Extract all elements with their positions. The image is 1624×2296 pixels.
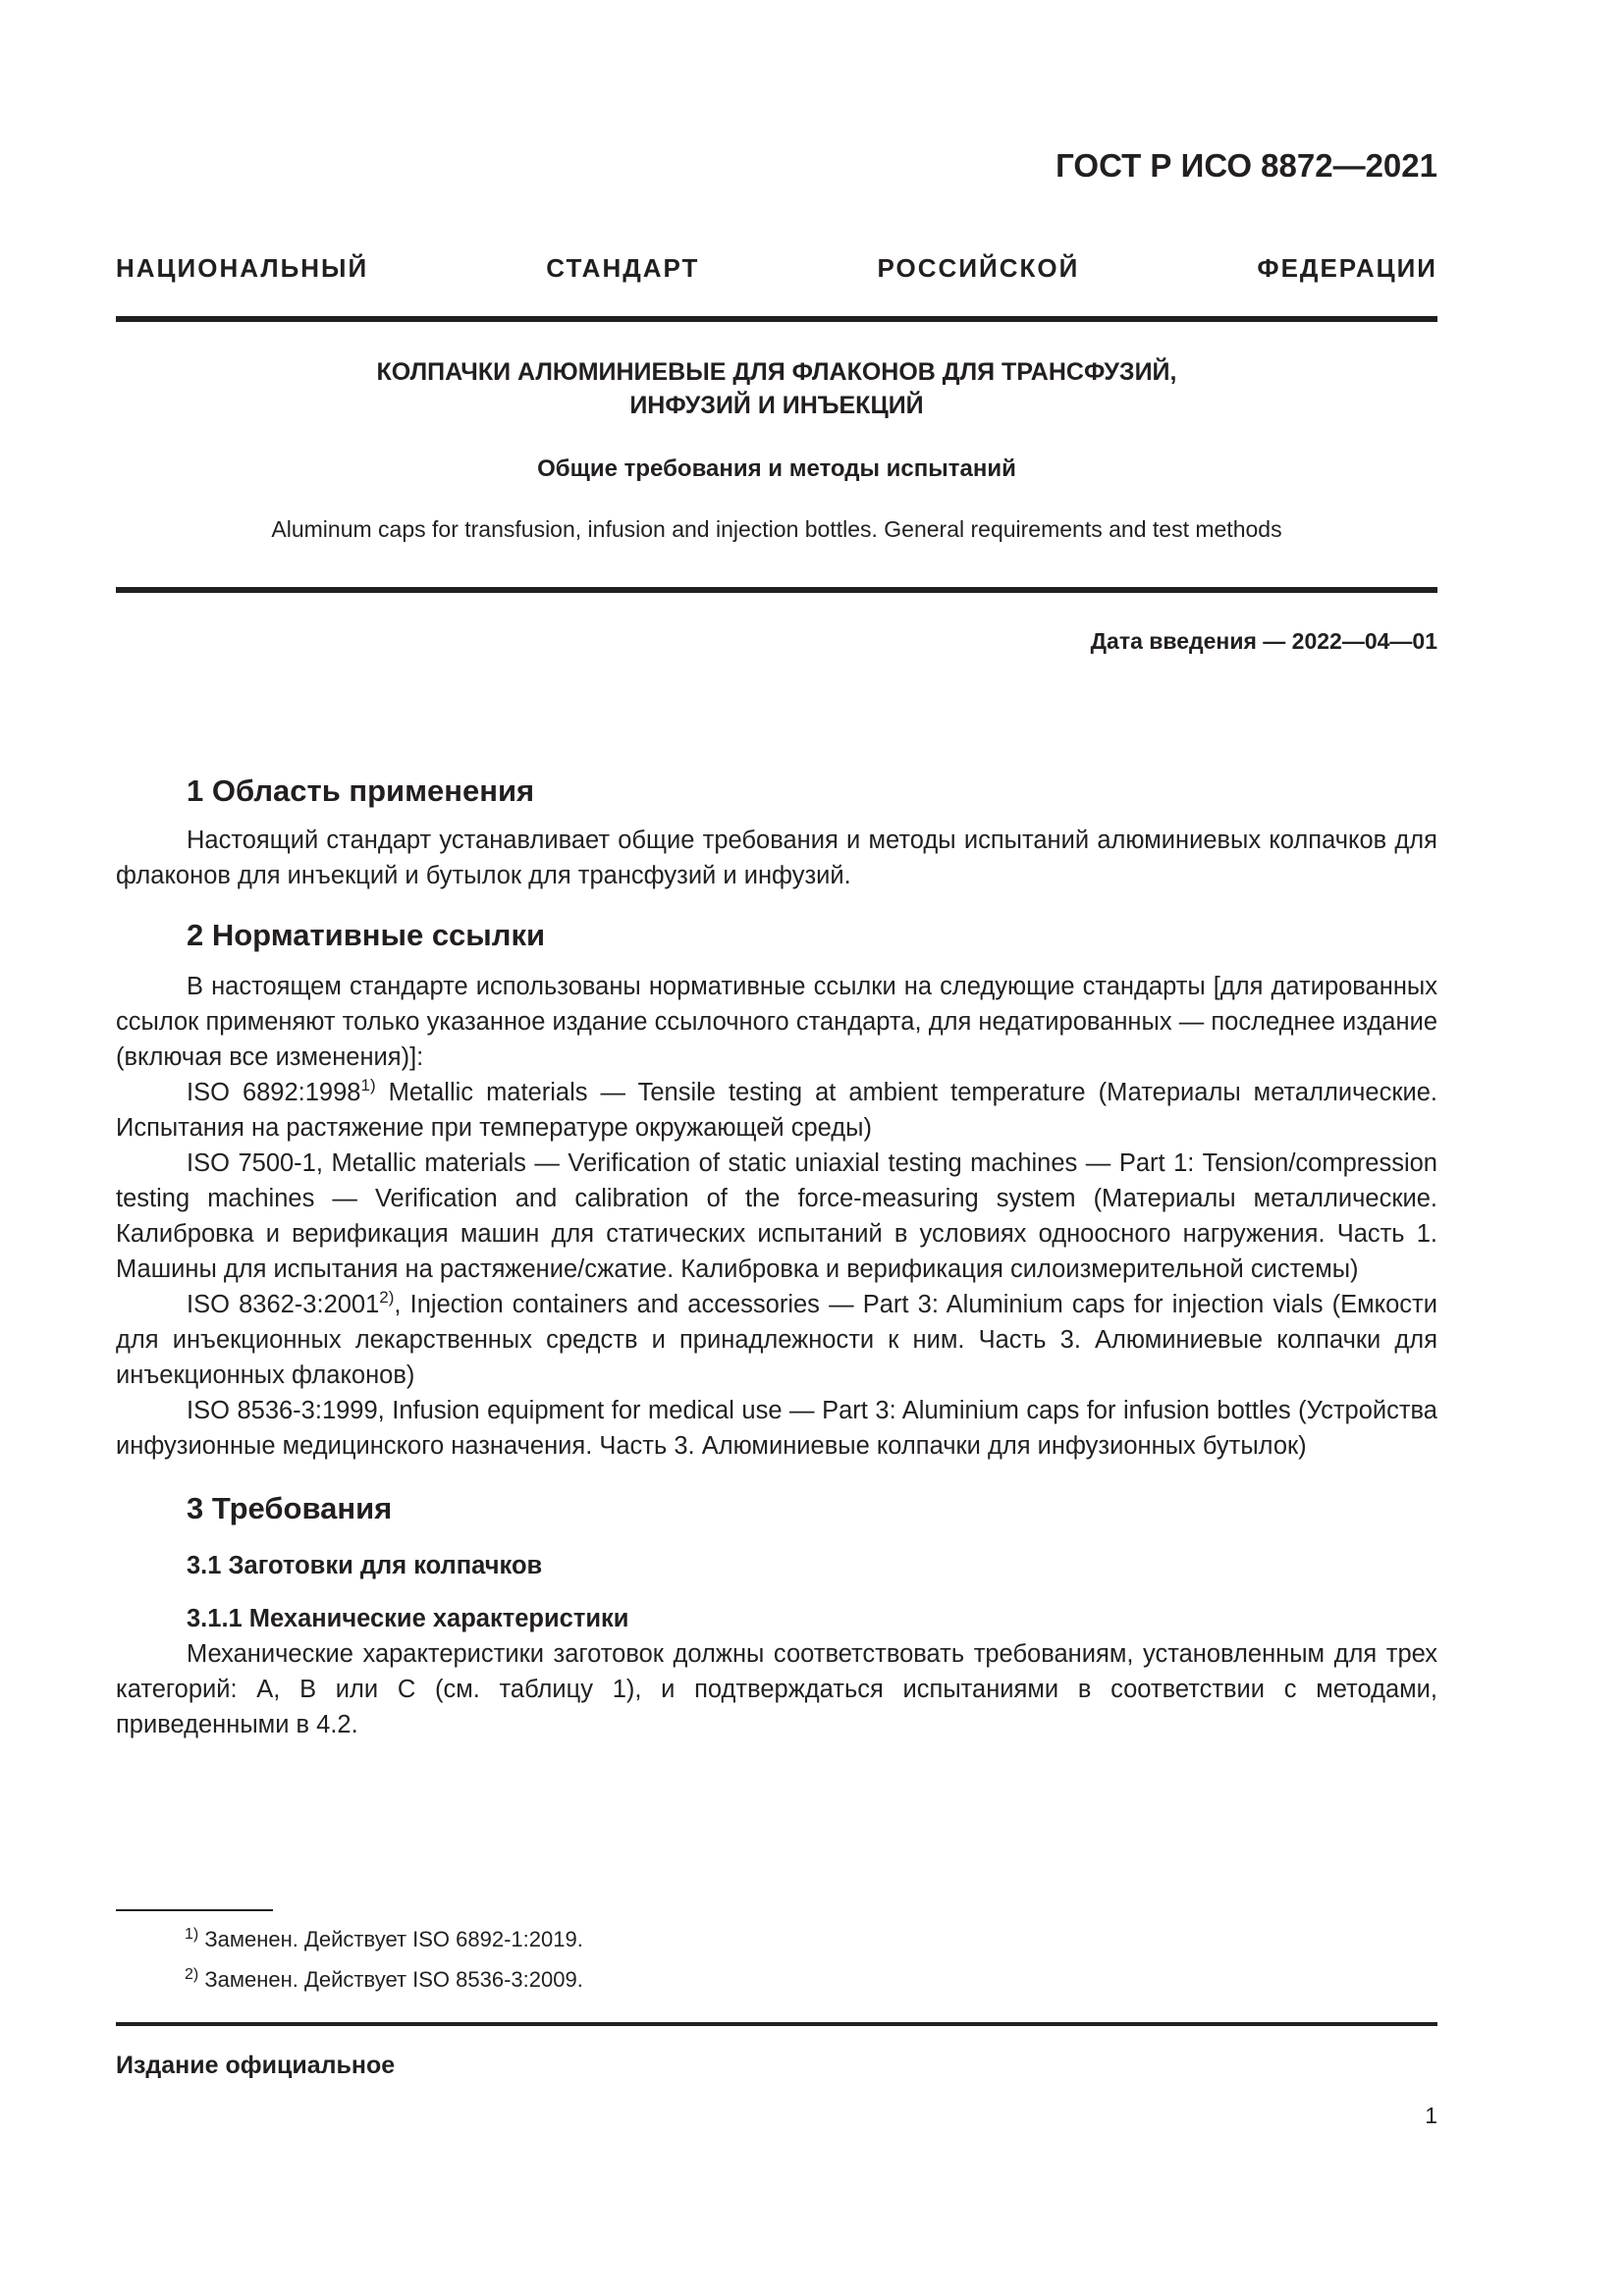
footnote	[185, 1927, 583, 1952]
document-subtitle: Общие требования и методы испытаний	[537, 455, 1016, 482]
footnote-text: Заменен. Действует ISO 6892-1:2019.	[198, 1927, 583, 1951]
national-standard-banner: НАЦИОНАЛЬНЫЙ СТАНДАРТ РОССИЙСКОЙ ФЕДЕРАЦИИ	[116, 253, 1437, 283]
document-body	[116, 770, 1437, 1742]
reference-item	[116, 1075, 1437, 1146]
paragraph: В настоящем стандарте использованы нормативные ссылки на следующие стандарты [для датированных ссылок применяют только указанное издание ссылочного стандарта, для недатированных — последнее издание (включая все изменения)]:	[116, 973, 1437, 1071]
reference-code: ISO 6892:1998	[187, 1079, 361, 1106]
edition-label: Издание официальное	[116, 2052, 396, 2079]
document-title	[116, 355, 1437, 422]
section-heading: 2 Нормативные ссылки	[187, 918, 546, 952]
footnote	[185, 1967, 583, 1993]
reference-item	[116, 1287, 1437, 1393]
reference-text: Metallic materials — Tensile testing at ambient temperature (Материалы металлические. Испытания на растяжение при температуре окружающей среды)	[116, 1079, 1437, 1142]
subsubsection-heading: 3.1.1 Механические характеристики	[187, 1605, 629, 1632]
footnote-marker: 2)	[379, 1288, 395, 1307]
introduction-date: Дата введения — 2022—04—01	[1090, 628, 1437, 654]
section-heading: 3 Требования	[187, 1491, 393, 1525]
section-scope	[116, 770, 1437, 893]
footnote-marker: 1)	[360, 1076, 376, 1095]
section-requirements	[116, 1487, 1437, 1742]
standard-number: ГОСТ Р ИСО 8872—2021	[1056, 147, 1437, 184]
reference-text: , Injection containers and accessories — Part 3: Aluminium caps for injection vials (Емкости для инъекционных лекарственных средств и принадлежности к ним. Часть 3. Алюминиевые колпачки для инъекционных флаконов)	[116, 1291, 1437, 1389]
title-line-1: КОЛПАЧКИ АЛЮМИНИЕВЫЕ ДЛЯ ФЛАКОНОВ ДЛЯ ТРАНСФУЗИЙ,	[376, 358, 1177, 386]
title-rule	[116, 587, 1437, 593]
reference-code: ISO 8362-3:2001	[187, 1291, 380, 1318]
reference-item: ISO 8536-3:1999, Infusion equipment for medical use — Part 3: Aluminium caps for infusion bottles (Устройства инфузионные медицинского назначения. Часть 3. Алюминиевые колпачки для инфузионных бутылок)	[116, 1397, 1437, 1460]
footnote-marker: 1)	[185, 1926, 199, 1943]
footer-rule	[116, 2022, 1437, 2026]
page-number: 1	[1425, 2103, 1437, 2128]
reference-item: ISO 7500-1, Metallic materials — Verification of static uniaxial testing machines — Part 1: Tension/compression testing machines — Verification and calibration of the force-measuring system (Материалы металлические. Калибровка и верификация машин для статических испытаний в условиях одноосного нагружения. Часть 1. Машины для испытания на растяжение/сжатие. Калибровка и верификация силоизмерительной системы)	[116, 1149, 1437, 1283]
footnote-text: Заменен. Действует ISO 8536-3:2009.	[198, 1967, 583, 1992]
title-line-2: ИНФУЗИЙ И ИНЪЕКЦИЙ	[629, 392, 924, 419]
english-title: Aluminum caps for transfusion, infusion and injection bottles. General requirements and test methods	[271, 516, 1282, 542]
section-heading: 1 Область применения	[187, 774, 535, 808]
footnote-rule	[116, 1909, 273, 1911]
paragraph: Настоящий стандарт устанавливает общие требования и методы испытаний алюминиевых колпачков для флаконов для инъекций и бутылок для трансфузий и инфузий.	[116, 827, 1437, 889]
subsection-heading: 3.1 Заготовки для колпачков	[187, 1552, 543, 1579]
paragraph: Механические характеристики заготовок должны соответствовать требованиям, установленным для трех категорий: А, В или С (см. таблицу 1), и подтверждаться испытаниями в соответствии с методами, приведенными в 4.2.	[116, 1640, 1437, 1738]
header-rule	[116, 316, 1437, 322]
section-normative-references	[116, 914, 1437, 1464]
footnote-marker: 2)	[185, 1966, 199, 1983]
